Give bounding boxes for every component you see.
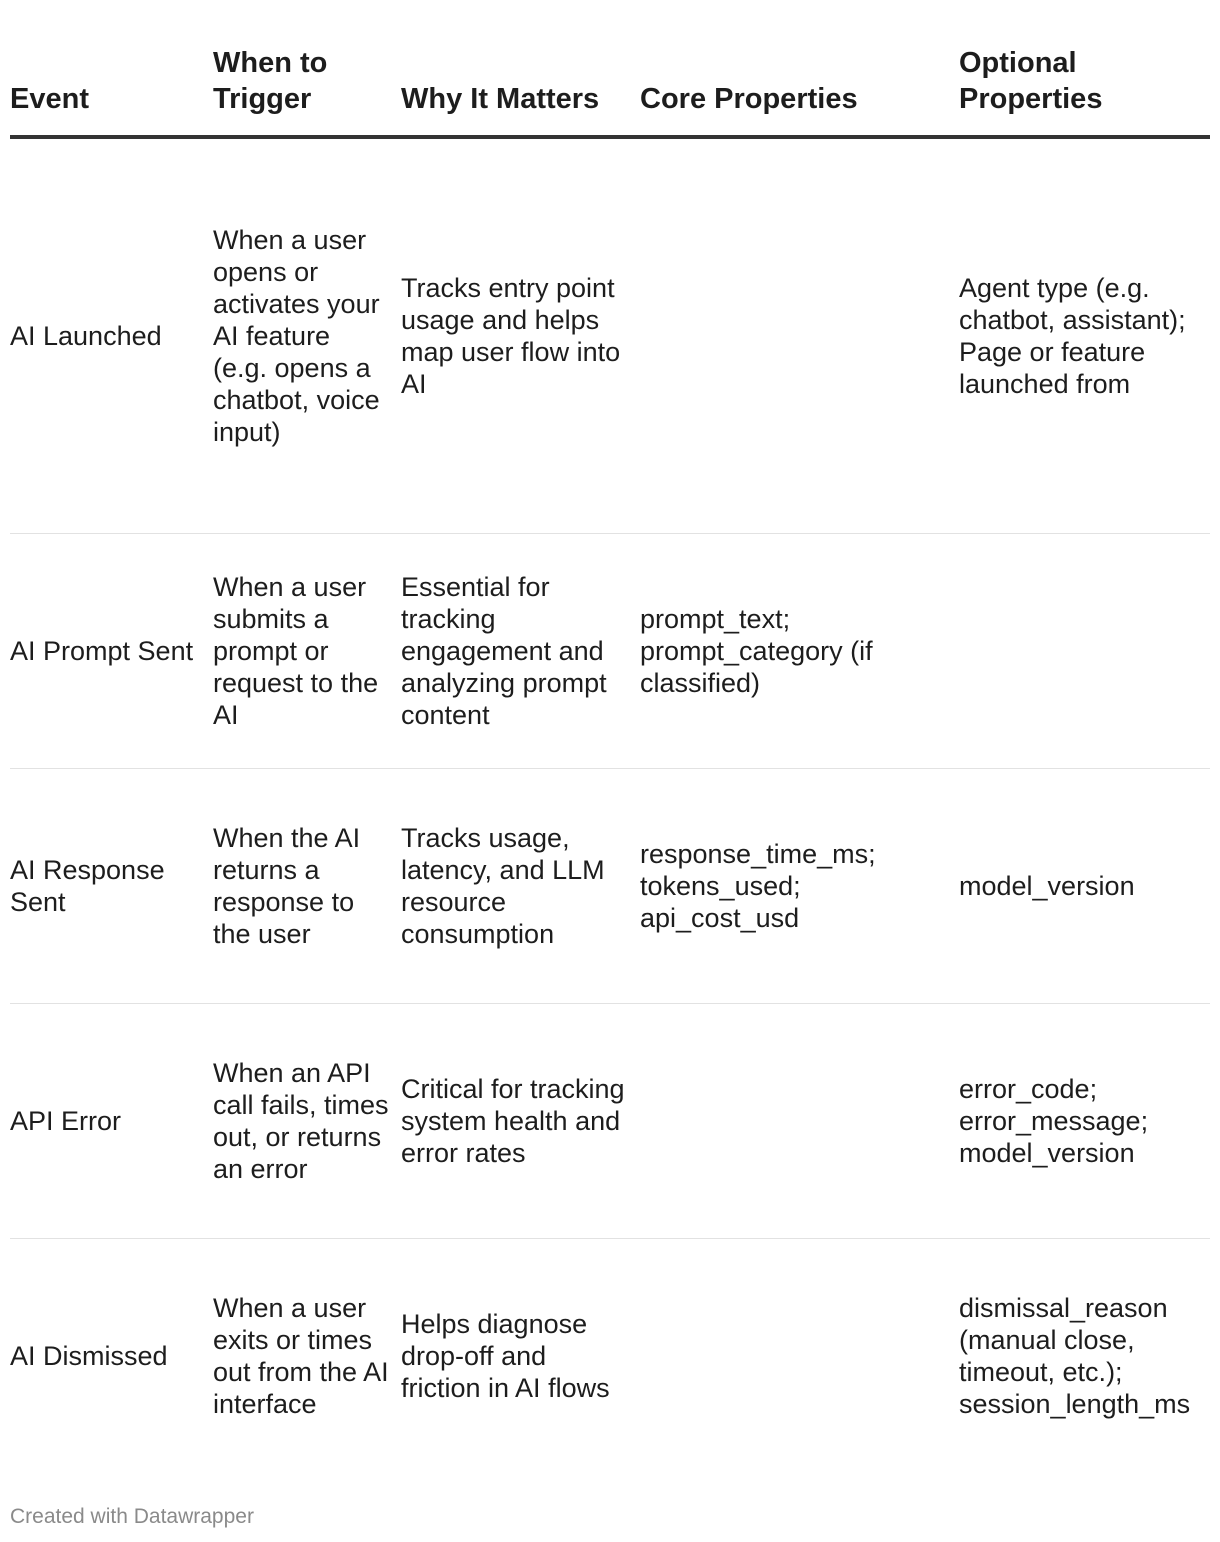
cell-when-to-trigger: When the AI returns a response to the user [213,769,401,1004]
cell-optional-properties [959,534,1210,769]
cell-core-properties [640,137,959,534]
table-row [10,1239,1210,1474]
header-core-properties: Core Properties [640,0,959,137]
table-row [10,534,1210,769]
cell-optional-properties: error_code; error_message; model_version [959,1004,1210,1239]
cell-when-to-trigger: When a user opens or activates your AI feature (e.g. opens a chatbot, voice input) [213,137,401,534]
table-row [10,137,1210,534]
cell-core-properties [640,1004,959,1239]
cell-when-to-trigger: When a user exits or times out from the AI interface [213,1292,389,1419]
header-optional-properties: Optional Properties [959,0,1210,137]
cell-core-properties: prompt_text; prompt_category (if classified) [640,534,959,769]
cell-core-properties: response_time_ms; tokens_used; api_cost_usd [640,769,959,1004]
cell-event: AI Response Sent [10,769,213,1004]
header-why-it-matters: Why It Matters [401,0,640,137]
cell-event: AI Launched [10,137,213,534]
table-row [10,1004,1210,1239]
events-table [10,0,1210,1473]
cell-why-it-matters: Tracks entry point usage and helps map user flow into AI [401,137,640,534]
datawrapper-credit-link[interactable]: Created with Datawrapper [10,1505,254,1528]
cell-core-properties [640,1239,959,1474]
cell-optional-properties: model_version [959,769,1210,1004]
cell-why-it-matters: Tracks usage, latency, and LLM resource consumption [401,769,640,1004]
cell-when-to-trigger: When a user submits a prompt or request to the AI [213,534,401,769]
cell-when-to-trigger: When an API call fails, times out, or returns an error [213,1004,401,1239]
cell-event: AI Prompt Sent [10,534,213,769]
cell-event: AI Dismissed [10,1340,168,1371]
data-table-container [10,0,1210,1473]
cell-why-it-matters: Essential for tracking engagement and analyzing prompt content [401,534,640,769]
cell-optional-properties: Agent type (e.g. chatbot, assistant); Page or feature launched from [959,137,1210,534]
cell-optional-properties: dismissal_reason (manual close, timeout, etc.); session_length_ms [959,1292,1191,1419]
header-row [10,0,1210,137]
cell-why-it-matters: Helps diagnose drop-off and friction in AI flows [401,1308,610,1403]
table-row [10,769,1210,1004]
header-event: Event [10,0,213,137]
header-when-to-trigger: When to Trigger [213,0,401,137]
cell-why-it-matters: Critical for tracking system health and error rates [401,1004,640,1239]
cell-event: API Error [10,1004,213,1239]
